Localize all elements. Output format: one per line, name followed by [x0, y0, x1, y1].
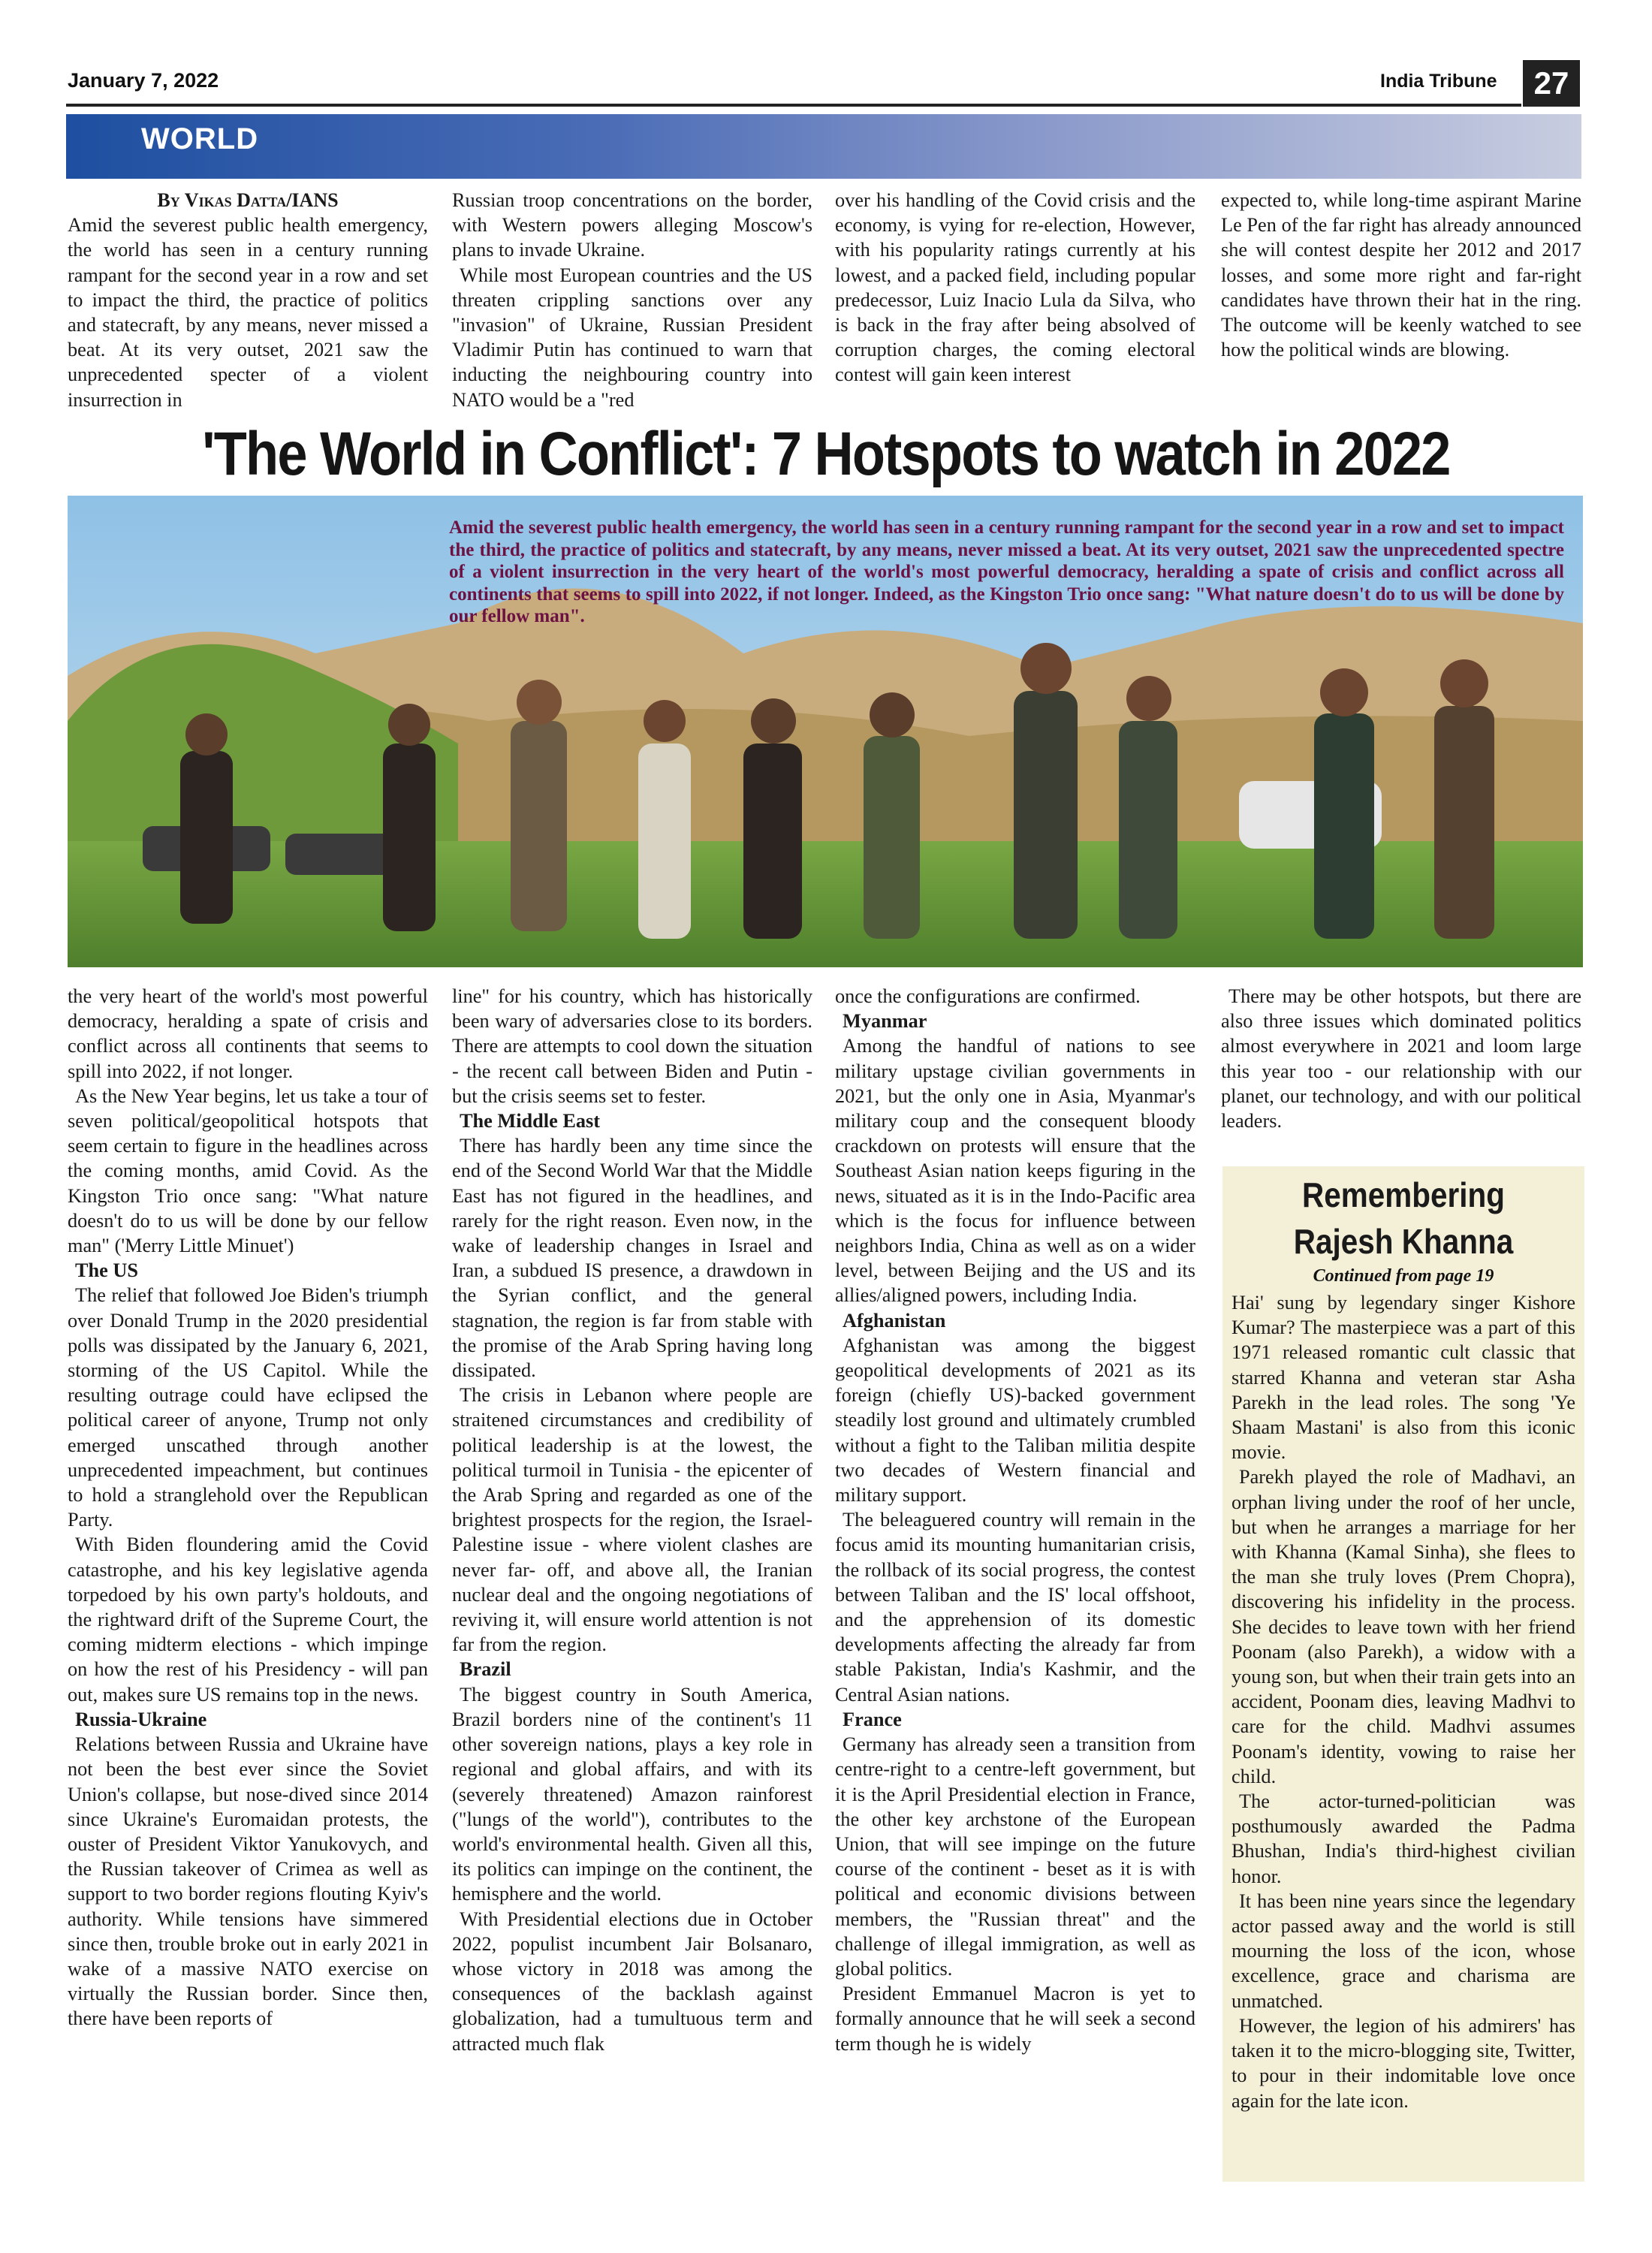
- top-column-2: [452, 188, 812, 412]
- paragraph: Among the handful of nations to see military upstage civilian governments in 2021, but the only one in Asia, Myanmar's military coup and the consequent bloody crackdown on protests will ensure that the Southeast Asian nation keeps figuring in the news, situated as it is in the Indo-Pacific area which is the focus for influence between neighbors India, China as well as on a wider level, between Beijing and the US and its allies/aligned powers, including India.: [835, 1035, 1195, 1307]
- top-column-1: [68, 188, 428, 412]
- paragraph: The biggest country in South America, Brazil borders nine of the continent's 11 other sovereign nations, plays a key role in regional and global affairs, and with its (severely threatened) Amazon rainforest ("lungs of the world"), contributes to the world's environmental health. Given all this, its politics can impinge on the continent, the hemisphere and the world.: [452, 1683, 812, 1905]
- sidebar-title-line-2: Rajesh Khanna: [1293, 1222, 1514, 1261]
- section-label: WORLD: [141, 122, 259, 155]
- subhead-myanmar: Myanmar: [843, 1010, 927, 1033]
- bottom-column-1: [68, 984, 428, 2031]
- paragraph: There has hardly been any time since the end of the Second World War that the Middle East has not figured in the headlines, and rarely for the right reason. Even now, in the wake of leadership changes in Israel and Iran, a subdued IS presence, a drawdown in the Syrian conflict, and the general stagnation, the region is far from stable with the promise of the Arab Spring having long dissipated.: [452, 1135, 812, 1382]
- paragraph: With Biden floundering amid the Covid catastrophe, and his key legislative agenda torpedoed by his own party's holdouts, and the rightward drift of the Supreme Court, the coming midterm elections - which impinge on how the rest of his Presidency - will pan out, makes sure US remains top in the news.: [68, 1534, 428, 1706]
- sidebar-title: [1244, 1172, 1563, 1265]
- header-rule: [66, 104, 1521, 107]
- paragraph: Russian troop concentrations on the border, with Western powers alleging Moscow's plans to invade Ukraine.: [452, 189, 812, 261]
- paragraph: over his handling of the Covid crisis and the economy, is vying for re-election, However, with his popularity ratings currently at his lowest, and a packed field, including popular predecessor, Luiz Inacio Lula da Silva, who is back in the fray after being absolved of corruption charges, the coming electoral contest will gain keen interest: [835, 189, 1195, 386]
- continued-note: Continued from page 19: [1313, 1266, 1494, 1286]
- paragraph: It has been nine years since the legendary actor passed away and the world is still mourning the loss of the icon, whose excellence, grace and charisma are unmatched.: [1231, 1890, 1575, 2012]
- paragraph: The crisis in Lebanon where people are straitened circumstances and credibility of political leadership is at the lowest, the political turmoil in Tunisia - the epicenter of the Arab Spring and regarded as one of the brightest prospects for the region, the Israel-Palestine issue - where violent clashes are never far- off, and above all, the Iranian nuclear deal and the ongoing negotiations of reviving it, will ensure world attention is not far from the region.: [452, 1384, 812, 1656]
- sidebar-body: [1231, 1290, 1575, 2113]
- paragraph: Relations between Russia and Ukraine have not been the best ever since the Soviet Union's collapse, but nose-dived since 2014 since Ukraine's Euromaidan protests, the ouster of President Viktor Yanukovych, and the Russian takeover of Crimea as well as support to two border regions flouting Kyiv's authority. While tensions have simmered since then, trouble broke out in early 2021 in wake of a massive NATO exercise on virtually the Russian border. Since then, there have been reports of: [68, 1733, 428, 2030]
- issue-date: January 7, 2022: [68, 69, 219, 92]
- subhead-russia-ukraine: Russia-Ukraine: [75, 1708, 207, 1730]
- subhead-france: France: [843, 1708, 902, 1730]
- paragraph: Germany has already seen a transition from centre-right to a centre-left government, but it is the April Presidential election in France, the other key archstone of the European Union, that will see impinge on the future course of the continent - beset as it is with political and economic divisions between members, the "Russian threat" and the challenge of illegal immigration, as well as global politics.: [835, 1733, 1195, 1980]
- paragraph: Hai' sung by legendary singer Kishore Kumar? The masterpiece was a part of this 1971 released romantic cult classic that starred Khanna and veteran star Asha Parekh in the lead roles. The song 'Ye Shaam Mastani' is also from this iconic movie.: [1231, 1292, 1575, 1464]
- paragraph: The actor-turned-politician was posthumously awarded the Padma Bhushan, India's third-highest civilian honor.: [1231, 1790, 1575, 1887]
- subhead-us: The US: [75, 1259, 139, 1282]
- paragraph: The relief that followed Joe Biden's triumph over Donald Trump in the 2020 presidential polls was dissipated by the January 6, 2021, storming of the US Capitol. While the resulting outrage could have eclipsed the political career of anyone, Trump not only emerged unscathed through another unprecedented impeachment, but continues to hold a stranglehold over the Republican Party.: [68, 1284, 428, 1531]
- bottom-column-3: [835, 984, 1195, 2056]
- subhead-afghanistan: Afghanistan: [843, 1309, 946, 1332]
- top-column-3: [835, 188, 1195, 388]
- page-number: 27: [1523, 60, 1580, 107]
- paragraph: However, the legion of his admirers' has taken it to the micro-blogging site, Twitter, to pour in their indomitable love once again for the late icon.: [1231, 2014, 1575, 2112]
- intro-blurb: Amid the severest public health emergency, the world has seen in a century running rampant for the second year in a row and set to impact the third, the practice of politics and statecraft, by any means, never missed a beat. At its very outset, 2021 saw the unprecedented spectre of a violent insurrection in the very heart of the world's most powerful democracy, heralding a spate of crisis and conflict across all continents that seems to spill into 2022, if not longer. Indeed, as the Kingston Trio once sang: "What nature doesn't do to us will be done by our fellow man".: [449, 517, 1564, 626]
- paragraph: With Presidential elections due in October 2022, populist incumbent Jair Bolsanaro, whose victory in 2018 was among the consequences of the backlash against globalization, had a tumultuous term and attracted much flak: [452, 1908, 812, 2055]
- paragraph: President Emmanuel Macron is yet to formally announce that he will seek a second term though he is widely: [835, 1983, 1195, 2055]
- paragraph: expected to, while long-time aspirant Marine Le Pen of the far right has already announced she will contest despite her 2012 and 2017 losses, and some more right and far-right candidates have thrown their hat in the ring. The outcome will be keenly watched to see how the political winds are blowing.: [1221, 189, 1581, 361]
- bottom-column-2: [452, 984, 812, 2056]
- bottom-column-4: [1221, 984, 1581, 1133]
- paragraph: Afghanistan was among the biggest geopolitical developments of 2021 as its foreign (chiefly US)-backed government steadily lost ground and ultimately crumbled without a fight to the Taliban militia despite two decades of Western financial and military support.: [835, 1334, 1195, 1507]
- sidebar-title-line-1: Remembering: [1302, 1175, 1505, 1214]
- paragraph: Parekh played the role of Madhavi, an orphan living under the roof of her uncle, but when he arranges a marriage for her with Khanna (Kamal Sinha), she flees to the man she truly loves (Prem Chopra), discovering his infidelity in the process. She decides to leave town with her friend Poonam (also Parekh), a widow with a young son, but when their train gets into an accident, Poonam dies, leaving Madhvi to care for the child. Madhvi assumes Poonam's identity, vowing to raise her child.: [1231, 1466, 1575, 1787]
- section-band: [66, 114, 1581, 179]
- byline: By Vikas Datta/IANS: [157, 189, 339, 211]
- paragraph: There may be other hotspots, but there are also three issues which dominated politics almost everywhere in 2021 and loom large this year too - our relationship with our planet, our technology, and with our political leaders.: [1221, 985, 1581, 1133]
- headline: 'The World in Conflict': 7 Hotspots to watch in 2022: [202, 420, 1450, 488]
- paragraph: the very heart of the world's most powerful democracy, heralding a spate of crisis and conflict across all continents that seems to spill into 2022, if not longer.: [68, 985, 428, 1082]
- paragraph: once the configurations are confirmed.: [835, 985, 1141, 1007]
- paragraph: While most European countries and the US threaten crippling sanctions over any "invasion" of Ukraine, Russian President Vladimir Putin has continued to warn that inducting the neighbouring country into NATO would be a "red: [452, 264, 812, 411]
- publication-name: India Tribune: [1380, 71, 1497, 92]
- subhead-brazil: Brazil: [460, 1658, 511, 1681]
- paragraph: line" for his country, which has historically been wary of adversaries close to its borders. There are attempts to cool down the situation - the recent call between Biden and Putin - but the crisis seems set to fester.: [452, 985, 812, 1107]
- top-column-4: [1221, 188, 1581, 362]
- subhead-middle-east: The Middle East: [460, 1110, 601, 1133]
- paragraph: As the New Year begins, let us take a tour of seven political/geopolitical hotspots that seem certain to figure in the headlines across the coming months, amid Covid. As the Kingston Trio once sang: "What nature doesn't do to us will be done by our fellow man" ('Merry Little Minuet'): [68, 1084, 428, 1257]
- paragraph: Amid the severest public health emergency, the world has seen in a century running rampant for the second year in a row and set to impact the third, the practice of politics and statecraft, by any means, never missed a beat. At its very outset, 2021 saw the unprecedented specter of a violent insurrection in: [68, 214, 428, 411]
- paragraph: The beleaguered country will remain in the focus amid its mounting humanitarian crisis, the rollback of its social progress, the contest between Taliban and the IS' local offshoot, and the apprehension of its domestic developments affecting the already far from stable Pakistan, India's Kashmir, and the Central Asian nations.: [835, 1509, 1195, 1706]
